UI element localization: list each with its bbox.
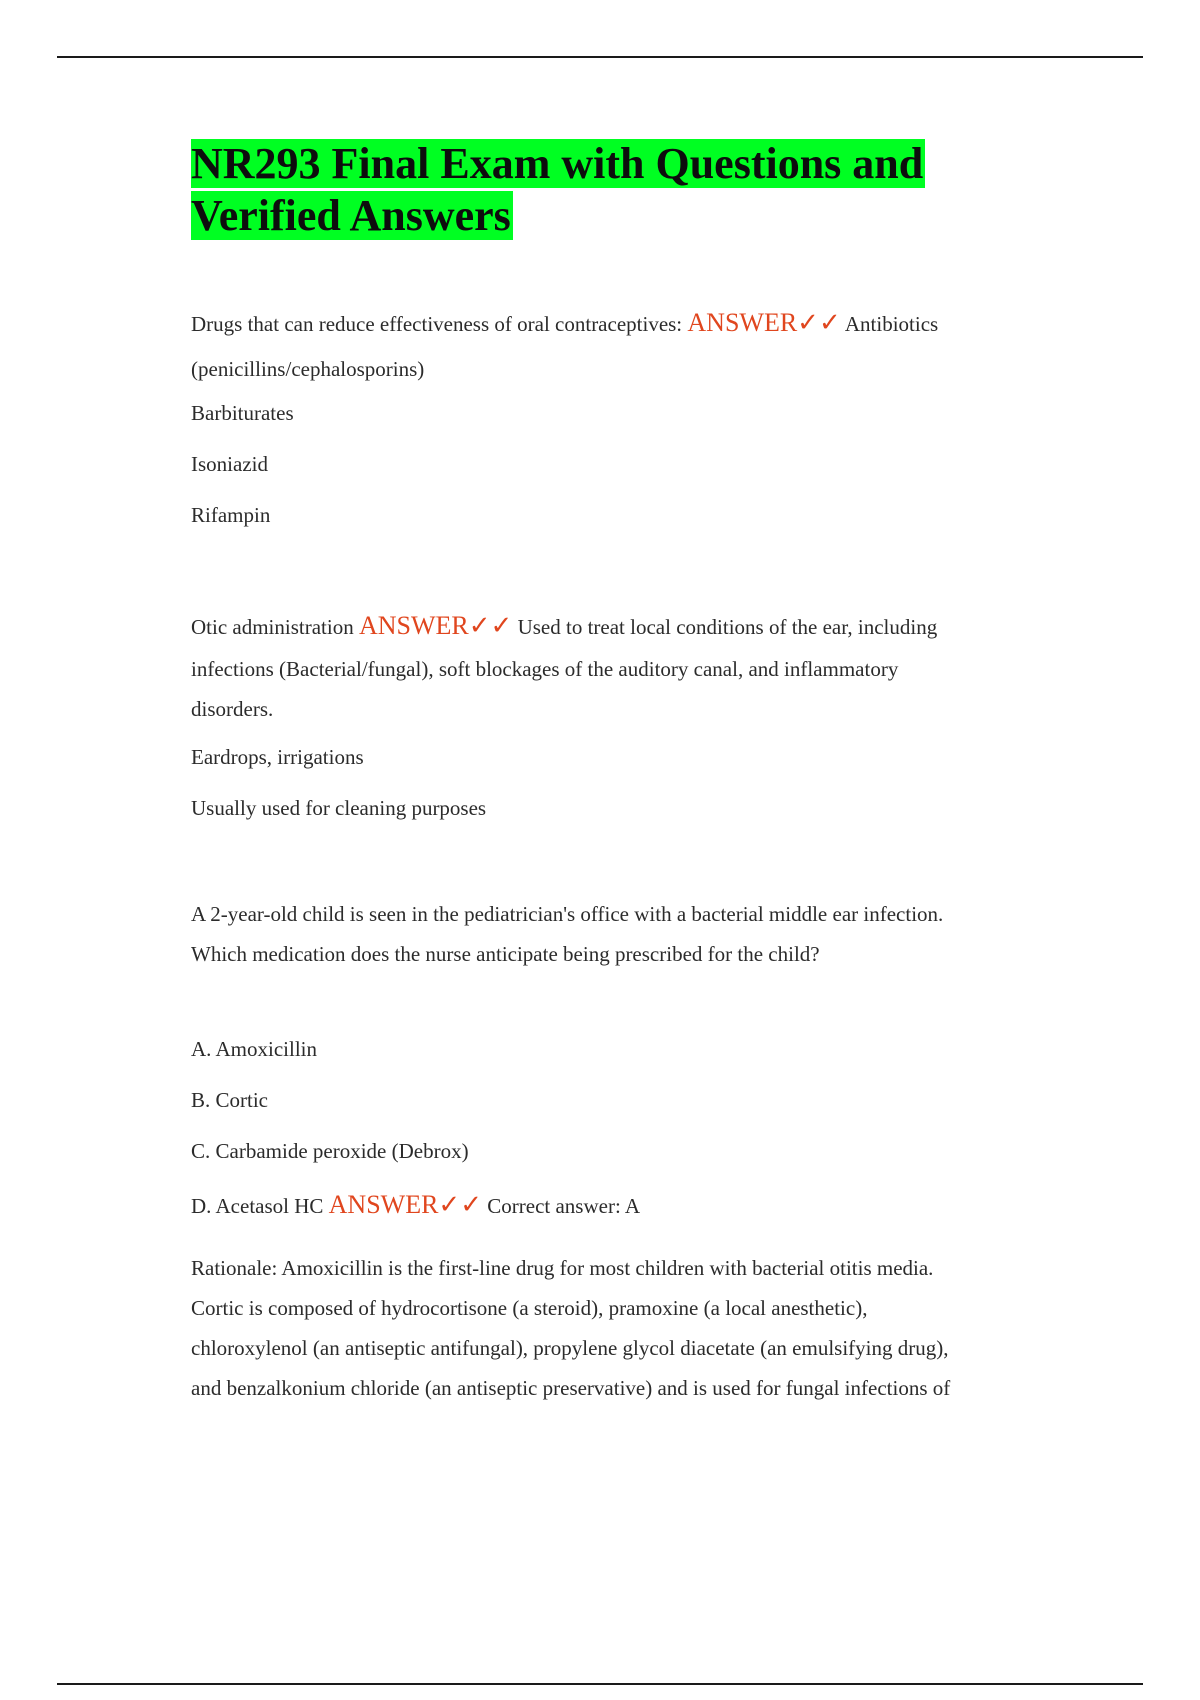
question-1-answer-cont: (penicillins/cephalosporins) [191, 357, 425, 381]
question-2 [191, 604, 1051, 729]
rationale-line: Cortic is composed of hydrocortisone (a steroid), pramoxine (a local anesthetic), [191, 1296, 868, 1320]
rationale-line: Rationale: Amoxicillin is the first-line drug for most children with bacterial otitis media. [191, 1256, 934, 1280]
bottom-rule [57, 1683, 1143, 1685]
answer-marker: ANSWER✓✓ [687, 308, 841, 337]
document-page [191, 138, 1051, 1400]
list-item: Usually used for cleaning purposes [191, 796, 487, 820]
option-b: B. Cortic [191, 1088, 268, 1112]
question-1-answer: Antibiotics [840, 312, 939, 336]
list-item: Barbiturates [191, 401, 294, 425]
title-line-2: Verified Answers [191, 191, 511, 240]
option-a: A. Amoxicillin [191, 1037, 317, 1061]
answer-marker: ANSWER✓✓ [358, 611, 513, 640]
option-d [191, 1192, 640, 1219]
question-2-answer-cont: infections (Bacterial/fungal), soft blockages of the auditory canal, and inflammatory [191, 657, 899, 681]
document-title [191, 138, 1051, 242]
question-2-prompt: Otic administration [191, 615, 354, 639]
question-2-answer-end: disorders. [191, 697, 274, 721]
question-1-prompt: Drugs that can reduce effectiveness of oral contraceptives: [191, 312, 683, 336]
rationale-line: chloroxylenol (an antiseptic antifungal), propylene glycol diacetate (an emulsifying drug), [191, 1336, 949, 1360]
title-line-1: NR293 Final Exam with Questions and [191, 139, 924, 188]
question-3 [191, 894, 1051, 974]
answer-marker: ANSWER✓✓ [328, 1190, 483, 1219]
question-2-answer: Used to treat local conditions of the ear, including [512, 615, 938, 639]
option-c: C. Carbamide peroxide (Debrox) [191, 1139, 469, 1163]
list-item: Rifampin [191, 503, 271, 527]
correct-answer: Correct answer: A [482, 1194, 641, 1218]
rationale-line: and benzalkonium chloride (an antiseptic preservative) and is used for fungal infections of [191, 1376, 951, 1400]
rationale [191, 1248, 1051, 1408]
option-d-label: D. Acetasol HC [191, 1194, 324, 1218]
question-1 [191, 300, 1051, 392]
list-item: Isoniazid [191, 452, 268, 476]
question-3-line-2: Which medication does the nurse anticipate being prescribed for the child? [191, 942, 820, 966]
top-rule [57, 56, 1143, 58]
list-item: Eardrops, irrigations [191, 745, 364, 769]
question-3-line-1: A 2-year-old child is seen in the pediatrician's office with a bacterial middle ear infection. [191, 902, 944, 926]
